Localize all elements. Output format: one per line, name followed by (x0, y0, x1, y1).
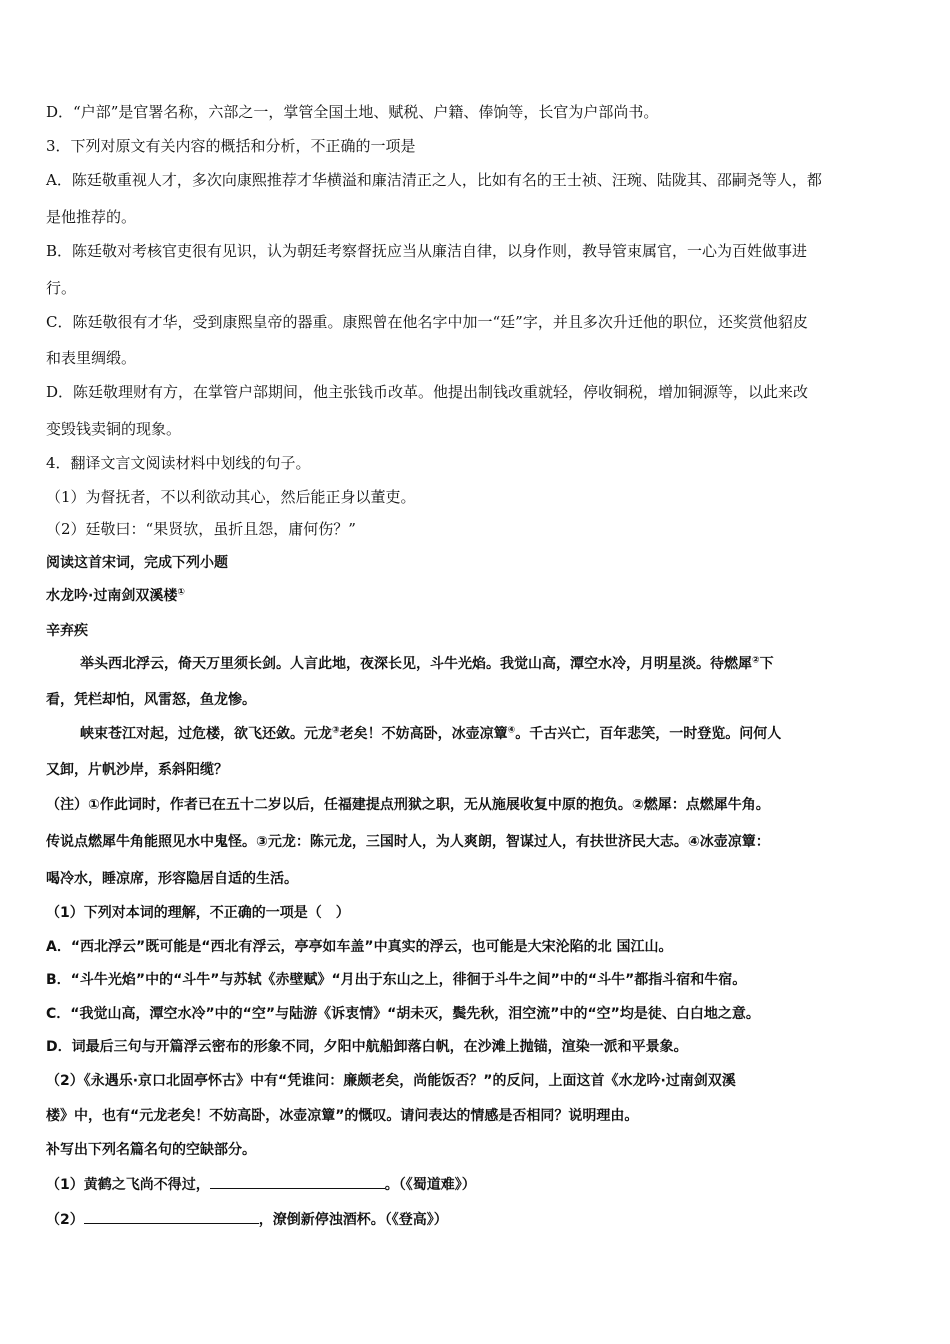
option-b-line-2: 行。 (46, 279, 77, 297)
fill-in-item-1: （1）黄鹤之飞尚不得过， 。（《蜀道难》） (46, 1174, 476, 1195)
poem-option-b: B．“斗牛光焰”中的“斗牛”与苏轼《赤壁赋》“月出于东山之上，徘徊于斗牛之间”中的“斗牛”都指斗宿和牛宿。 (46, 972, 747, 988)
option-c-line-1: C．陈廷敬很有才华，受到康熙皇帝的器重。康熙曾在他名字中加一“廷”字，并且多次升迁他的职位，还奖赏他貂皮 (46, 313, 808, 331)
poem-stanza-1-line-2: 看，凭栏却怕，风雷怒，鱼龙惨。 (46, 692, 256, 708)
question-3-stem: 3．下列对原文有关内容的概括和分析，不正确的一项是 (46, 137, 416, 155)
poem-question-2-line-1: （2）《永遇乐·京口北固亭怀古》中有“凭谁问：廉颇老矣，尚能饭否？”的反问，上面这首《水龙吟·过南剑双溪 (46, 1073, 736, 1089)
option-a-line-1: A．陈廷敬重视人才，多次向康熙推荐才华横溢和廉洁清正之人，比如有名的王士祯、汪琬、陆陇其、邵嗣尧等人，都 (46, 171, 822, 189)
question-4-stem: 4．翻译文言文阅读材料中划线的句子。 (46, 454, 311, 472)
poem-option-d: D．词最后三句与开篇浮云密布的形象不同，夕阳中航船卸落白帆，在沙滩上抛锚，渲染一派和平景象。 (46, 1039, 688, 1055)
fill-in-item-2: （2） ，潦倒新停浊酒杯。（《登高》） (46, 1209, 448, 1230)
option-d-line: D．“户部”是官署名称，六部之一，掌管全国土地、赋税、户籍、俸饷等，长官为户部尚书。 (46, 103, 659, 121)
note-line-1: （注）①作此词时，作者已在五十二岁以后，任福建提点刑狱之职，无从施展收复中原的抱负。②燃犀：点燃犀牛角。 (46, 797, 770, 813)
translation-item-1: （1）为督抚者，不以利欲动其心，然后能正身以董吏。 (46, 488, 416, 506)
poem-title: 水龙吟·过南剑双溪楼① (46, 587, 185, 604)
poem-author: 辛弃疾 (46, 623, 88, 639)
option-a-line-2: 是他推荐的。 (46, 208, 137, 226)
poem-stanza-2-line-1: 峡束苍江对起，过危楼，欲飞还敛。元龙③老矣！不妨高卧，冰壶凉簟④。千古兴亡，百年悲笑，一时登览。问何人 (80, 725, 782, 742)
option-d2-line-2: 变毁钱卖铜的现象。 (46, 420, 182, 438)
poem-stanza-2-line-2: 又卸，片帆沙岸，系斜阳缆？ (46, 762, 228, 778)
option-b-line-1: B．陈廷敬对考核官吏很有见识，认为朝廷考察督抚应当从廉洁自律，以身作则，教导管束属官，一心为百姓做事进 (46, 242, 808, 260)
option-d2-line-1: D．陈廷敬理财有方，在掌管户部期间，他主张钱币改革。他提出制钱改重就轻，停收铜税，增加铜源等，以此来改 (46, 383, 809, 401)
option-c-line-2: 和表里绸缎。 (46, 349, 137, 367)
note-line-3: 喝冷水，睡凉席，形容隐居自适的生活。 (46, 871, 298, 887)
section-heading: 阅读这首宋词，完成下列小题 (46, 555, 228, 571)
poem-option-a: A．“西北浮云”既可能是“西北有浮云，亭亭如车盖”中真实的浮云，也可能是大宋沦陷的北 国江山。 (46, 939, 673, 955)
fill-in-heading: 补写出下列名篇名句的空缺部分。 (46, 1142, 256, 1158)
translation-item-2: （2）廷敬曰：“果贤欤，虽折且怨，庸何伤？” (46, 520, 356, 538)
poem-stanza-1-line-1: 举头西北浮云，倚天万里须长剑。人言此地，夜深长见，斗牛光焰。我觉山高，潭空水冷，月明星淡。待燃犀②下 (80, 655, 774, 672)
poem-question-2-line-2: 楼》中，也有“元龙老矣！不妨高卧，冰壶凉簟”的慨叹。请问表达的情感是否相同？说明理由。 (46, 1108, 639, 1124)
note-line-2: 传说点燃犀牛角能照见水中鬼怪。③元龙：陈元龙，三国时人，为人爽朗，智谋过人，有扶世济民大志。④冰壶凉簟： (46, 834, 770, 850)
poem-option-c: C．“我觉山高，潭空水冷”中的“空”与陆游《诉衷情》“胡未灭，鬓先秋，泪空流”中的“空”均是徒、白白地之意。 (46, 1006, 760, 1022)
answer-blank-1[interactable] (210, 1174, 385, 1189)
poem-question-1: （1）下列对本词的理解，不正确的一项是（ ） (46, 905, 350, 921)
answer-blank-2[interactable] (84, 1209, 259, 1224)
